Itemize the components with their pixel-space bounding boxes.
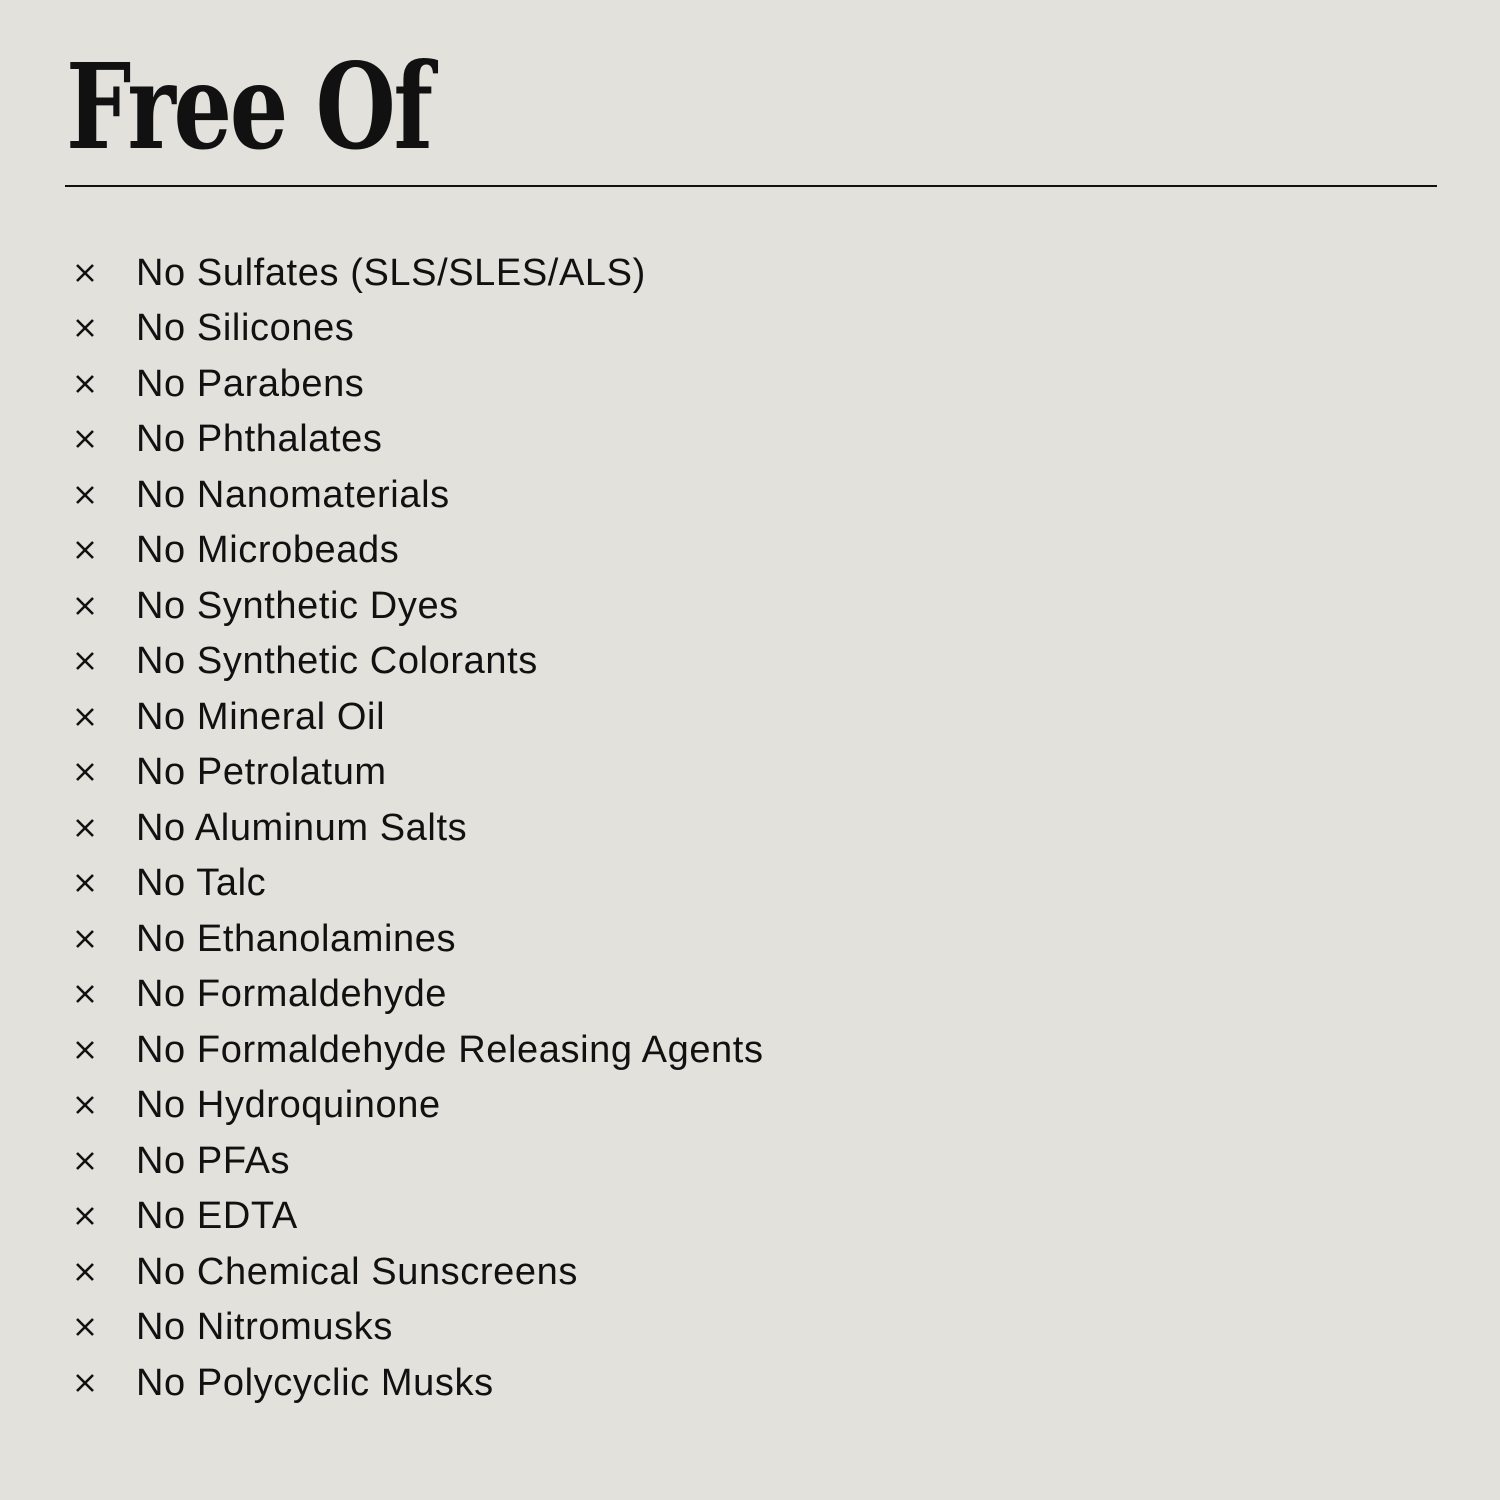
list-item-label: No Synthetic Colorants [136,640,538,683]
list-item [70,745,764,801]
list-item-label: No Sulfates (SLS/SLES/ALS) [136,251,646,294]
list-item-label: No Hydroquinone [136,1084,441,1127]
x-icon [70,1261,136,1283]
list-item [70,1300,764,1356]
list-item [70,634,764,690]
list-item [70,1133,764,1189]
list-item-label: No Mineral Oil [136,695,386,738]
list-item [70,301,764,357]
x-icon [70,1094,136,1116]
x-icon [70,317,136,339]
list-item [70,356,764,412]
page-title: Free Of [66,37,431,176]
x-icon [70,1205,136,1227]
x-icon [70,373,136,395]
list-item [70,800,764,856]
x-icon [70,1372,136,1394]
x-icon [70,1316,136,1338]
x-icon [70,539,136,561]
list-item [70,1355,764,1411]
x-icon [70,706,136,728]
x-icon [70,595,136,617]
list-item-label: No Formaldehyde Releasing Agents [136,1028,764,1071]
x-icon [70,650,136,672]
list-item [70,1244,764,1300]
list-item [70,523,764,579]
x-icon [70,1150,136,1172]
list-item [70,856,764,912]
list-item-label: No Parabens [136,362,365,405]
title-divider [65,185,1437,187]
list-item [70,1022,764,1078]
list-item [70,245,764,301]
list-item [70,1189,764,1245]
list-item-label: No Ethanolamines [136,917,457,960]
list-item [70,578,764,634]
list-item-label: No EDTA [136,1195,298,1238]
list-item-label: No Phthalates [136,418,383,461]
list-item [70,412,764,468]
x-icon [70,1039,136,1061]
list-item-label: No Microbeads [136,529,400,572]
x-icon [70,928,136,950]
list-item-label: No Nanomaterials [136,473,450,516]
free-of-list [70,245,764,1411]
list-item [70,967,764,1023]
list-item-label: No Chemical Sunscreens [136,1250,578,1293]
list-item [70,1078,764,1134]
x-icon [70,983,136,1005]
x-icon [70,484,136,506]
list-item [70,689,764,745]
x-icon [70,872,136,894]
list-item-label: No Polycyclic Musks [136,1361,494,1404]
list-item-label: No Silicones [136,307,355,350]
list-item-label: No Nitromusks [136,1306,393,1349]
list-item-label: No Talc [136,862,267,905]
list-item-label: No Synthetic Dyes [136,584,459,627]
x-icon [70,817,136,839]
list-item [70,911,764,967]
x-icon [70,262,136,284]
list-item-label: No Aluminum Salts [136,806,468,849]
list-item [70,467,764,523]
x-icon [70,761,136,783]
list-item-label: No Formaldehyde [136,973,448,1016]
x-icon [70,428,136,450]
list-item-label: No Petrolatum [136,751,387,794]
list-item-label: No PFAs [136,1139,291,1182]
